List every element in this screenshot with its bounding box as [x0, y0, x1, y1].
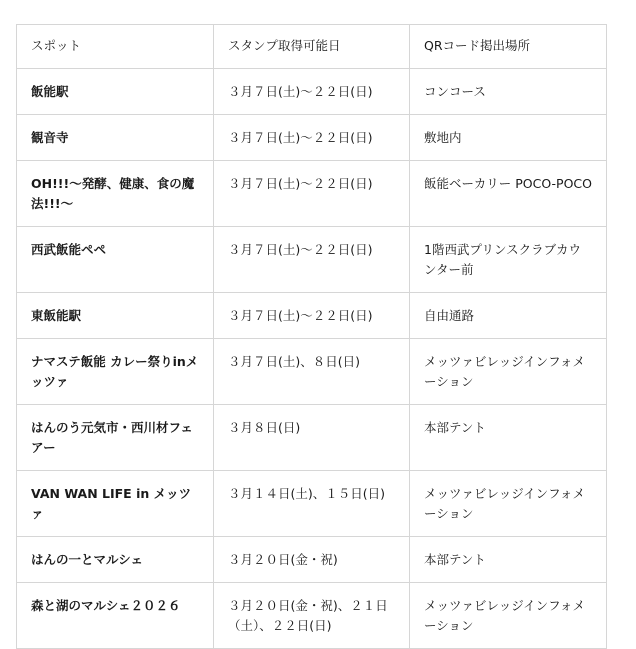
date-cell: ３月２０日(金・祝): [214, 537, 410, 583]
date-cell: ３月７日(土)〜２２日(日): [214, 161, 410, 227]
table-row: [17, 339, 607, 405]
header-qr-location: QRコード掲出場所: [410, 25, 607, 69]
spot-cell: はんの一とマルシェ: [17, 537, 214, 583]
spot-cell: 飯能駅: [17, 69, 214, 115]
place-cell: 1階西武プリンスクラブカウンター前: [410, 227, 607, 293]
spot-cell: はんのう元気市・西川材フェアー: [17, 405, 214, 471]
spot-cell: 東飯能駅: [17, 293, 214, 339]
place-cell: 本部テント: [410, 405, 607, 471]
table-row: [17, 293, 607, 339]
table-row: [17, 583, 607, 649]
date-cell: ３月２０日(金・祝)、２１日（土）、２２日(日): [214, 583, 410, 649]
spot-cell: VAN WAN LIFE in メッツァ: [17, 471, 214, 537]
place-cell: 敷地内: [410, 115, 607, 161]
spot-cell: 観音寺: [17, 115, 214, 161]
header-stamp-date: スタンプ取得可能日: [214, 25, 410, 69]
table-row: [17, 471, 607, 537]
date-cell: ３月７日(土)〜２２日(日): [214, 293, 410, 339]
table-row: [17, 405, 607, 471]
date-cell: ３月７日(土)〜２２日(日): [214, 115, 410, 161]
spot-cell: 森と湖のマルシェ２０２６: [17, 583, 214, 649]
date-cell: ３月７日(土)〜２２日(日): [214, 227, 410, 293]
place-cell: 飯能ベーカリー POCO-POCO: [410, 161, 607, 227]
header-spot: スポット: [17, 25, 214, 69]
place-cell: 自由通路: [410, 293, 607, 339]
date-cell: ３月７日(土)〜２２日(日): [214, 69, 410, 115]
table-row: [17, 227, 607, 293]
place-cell: メッツァビレッジインフォメーション: [410, 339, 607, 405]
table-row: [17, 161, 607, 227]
place-cell: コンコース: [410, 69, 607, 115]
place-cell: メッツァビレッジインフォメーション: [410, 471, 607, 537]
table-header-row: [17, 25, 607, 69]
spot-cell: 西武飯能ペペ: [17, 227, 214, 293]
place-cell: メッツァビレッジインフォメーション: [410, 583, 607, 649]
spot-cell: ナマステ飯能 カレー祭りinメッツァ: [17, 339, 214, 405]
table-row: [17, 115, 607, 161]
stamp-spot-table-container: [16, 24, 606, 649]
date-cell: ３月７日(土)、８日(日): [214, 339, 410, 405]
table-row: [17, 537, 607, 583]
date-cell: ３月１４日(土)、１５日(日): [214, 471, 410, 537]
place-cell: 本部テント: [410, 537, 607, 583]
date-cell: ３月８日(日): [214, 405, 410, 471]
stamp-spot-table: [16, 24, 607, 649]
table-row: [17, 69, 607, 115]
spot-cell: OH!!!〜発酵、健康、食の魔法!!!〜: [17, 161, 214, 227]
